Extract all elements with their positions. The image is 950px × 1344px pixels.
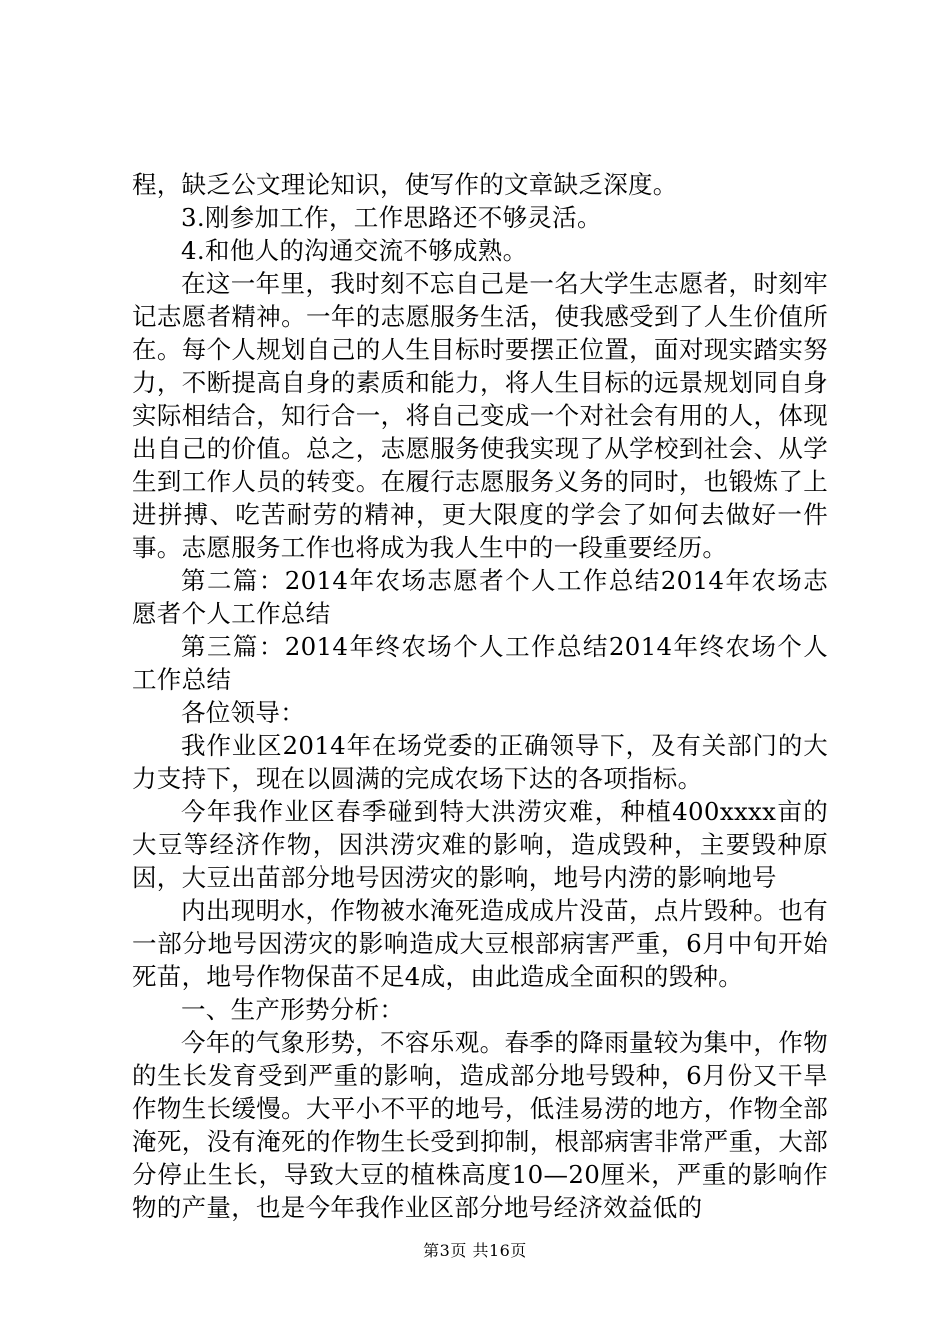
body-paragraph: 第二篇：2014年农场志愿者个人工作总结2014年农场志愿者个人工作总结 xyxy=(132,566,828,628)
body-paragraph: 今年的气象形势，不容乐观。春季的降雨量较为集中，作物的生长发育受到严重的影响，造成部分地号毁种，6月份又干旱作物生长缓慢。大平小不平的地号，低洼易涝的地方，作物全部淹死，没有淹死的作物生长受到抑制，根部病害非常严重，大部分停止生长，导致大豆的植株高度10—20厘米，严重的影响作物的产量，也是今年我作业区部分地号经济效益低的 xyxy=(132,1028,828,1222)
body-paragraph: 我作业区2014年在场党委的正确领导下，及有关部门的大力支持下，现在以圆满的完成农场下达的各项指标。 xyxy=(132,731,828,793)
body-paragraph: 第三篇：2014年终农场个人工作总结2014年终农场个人工作总结 xyxy=(132,632,828,694)
document-body xyxy=(132,168,828,1224)
body-paragraph: 各位领导： xyxy=(181,698,305,727)
body-paragraph: 3.刚参加工作，工作思路还不够灵活。 xyxy=(181,203,602,232)
body-paragraph: 4.和他人的沟通交流不够成熟。 xyxy=(181,236,528,265)
body-paragraph: 今年我作业区春季碰到特大洪涝灾难，种植400xxxx亩的大豆等经济作物，因洪涝灾难的影响，造成毁种，主要毁种原因，大豆出苗部分地号因涝灾的影响，地号内涝的影响地号 xyxy=(132,797,828,892)
body-paragraph: 内出现明水，作物被水淹死造成成片没苗，点片毁种。也有一部分地号因涝灾的影响造成大豆根部病害严重，6月中旬开始死苗，地号作物保苗不足4成，由此造成全面积的毁种。 xyxy=(132,896,828,991)
page-footer: 第3页 共16页 xyxy=(423,1241,527,1260)
body-paragraph: 程，缺乏公文理论知识，使写作的文章缺乏深度。 xyxy=(132,170,678,199)
body-paragraph: 一、生产形势分析： xyxy=(181,995,405,1024)
body-paragraph: 在这一年里，我时刻不忘自己是一名大学生志愿者，时刻牢记志愿者精神。一年的志愿服务生活，使我感受到了人生价值所在。每个人规划自己的人生目标时要摆正位置，面对现实踏实努力，不断提高自身的素质和能力，将人生目标的远景规划同自身实际相结合，知行合一，将自己变成一个对社会有用的人，体现出自己的价值。总之，志愿服务使我实现了从学校到社会、从学生到工作人员的转变。在履行志愿服务义务的同时，也锻炼了上进拼搏、吃苦耐劳的精神，更大限度的学会了如何去做好一件事。志愿服务工作也将成为我人生中的一段重要经历。 xyxy=(132,269,828,562)
